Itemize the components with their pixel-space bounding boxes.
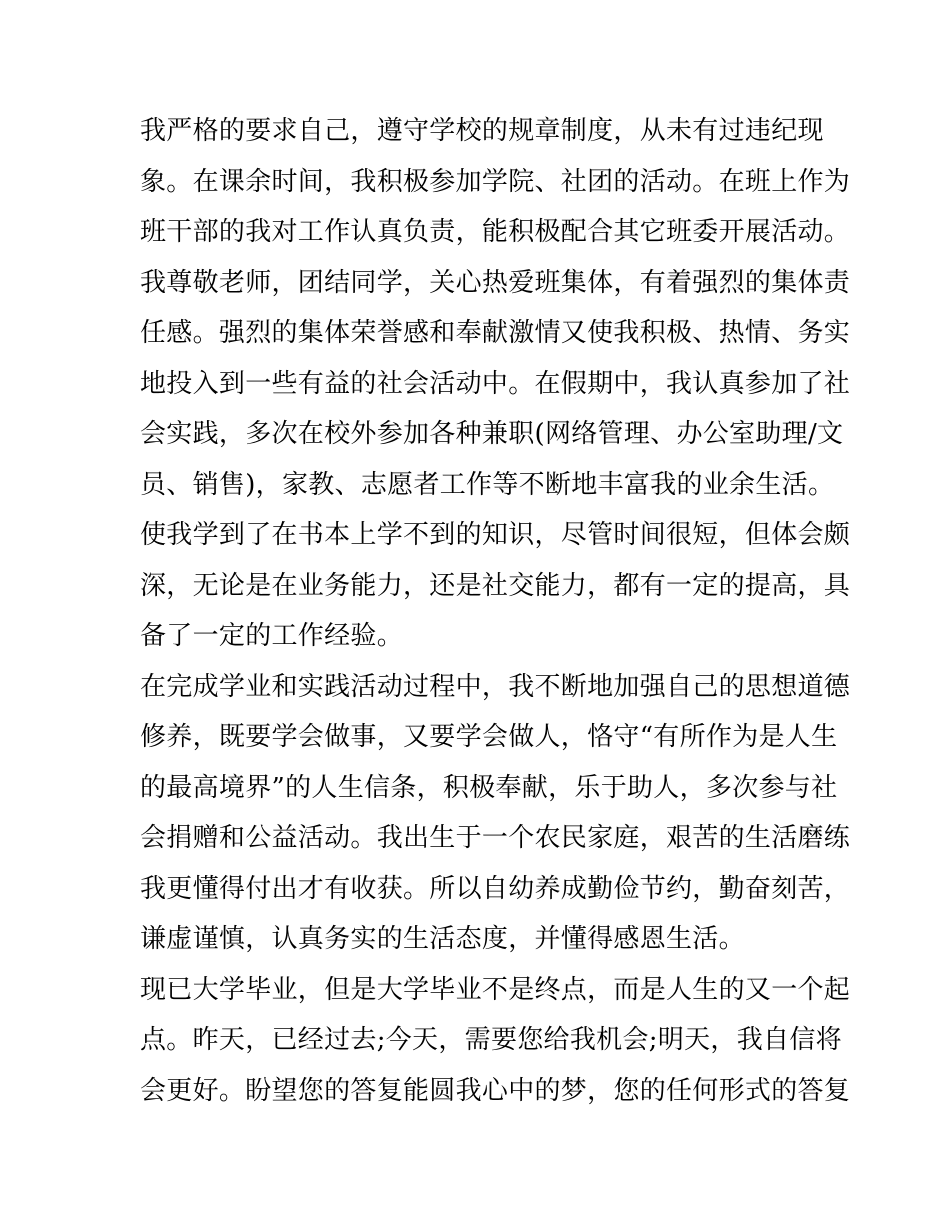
- text-line: 修养，既要学会做事，又要学会做人，恪守“有所作为是人生: [140, 722, 838, 752]
- document-body: [140, 106, 851, 1116]
- text-line: 班干部的我对工作认真负责，能积极配合其它班委开展活动。: [140, 217, 851, 247]
- text-line: 会实践，多次在校外参加各种兼职(网络管理、办公室助理/文: [140, 419, 844, 449]
- text-line: 会捐赠和公益活动。我出生于一个农民家庭，艰苦的生活磨练: [140, 823, 851, 853]
- text-line: 象。在课余时间，我积极参加学院、社团的活动。在班上作为: [140, 166, 851, 197]
- text-line: 备了一定的工作经验。: [140, 621, 404, 651]
- text-line: 任感。强烈的集体荣誉感和奉献激情又使我积极、热情、务实: [140, 318, 851, 348]
- text-line: 员、销售)，家教、志愿者工作等不断地丰富我的业余生活。: [140, 469, 835, 500]
- text-line: 深，无论是在业务能力，还是社交能力，都有一定的提高，具: [140, 570, 851, 601]
- text-line: 地投入到一些有益的社会活动中。在假期中，我认真参加了社: [140, 368, 851, 399]
- text-line: 会更好。盼望您的答复能圆我心中的梦，您的任何形式的答复: [140, 1075, 851, 1106]
- text-line: 我更懂得付出才有收获。所以自幼养成勤俭节约，勤奋刻苦，: [140, 873, 851, 904]
- text-line: 现已大学毕业，但是大学毕业不是终点，而是人生的又一个起: [140, 974, 851, 1005]
- text-line: 点。昨天，已经过去;今天，需要您给我机会;明天，我自信将: [140, 1025, 842, 1055]
- text-line: 的最高境界”的人生信条，积极奉献，乐于助人，多次参与社: [140, 772, 838, 803]
- text-line: 我严格的要求自己，遵守学校的规章制度，从未有过违纪现: [140, 116, 824, 146]
- text-line: 在完成学业和实践活动过程中，我不断地加强自己的思想道德: [140, 671, 851, 702]
- text-line: 谦虚谨慎，认真务实的生活态度，并懂得感恩生活。: [140, 924, 745, 954]
- text-line: 使我学到了在书本上学不到的知识，尽管时间很短，但体会颇: [140, 520, 851, 550]
- text-line: 我尊敬老师，团结同学，关心热爱班集体，有着强烈的集体责: [140, 267, 851, 298]
